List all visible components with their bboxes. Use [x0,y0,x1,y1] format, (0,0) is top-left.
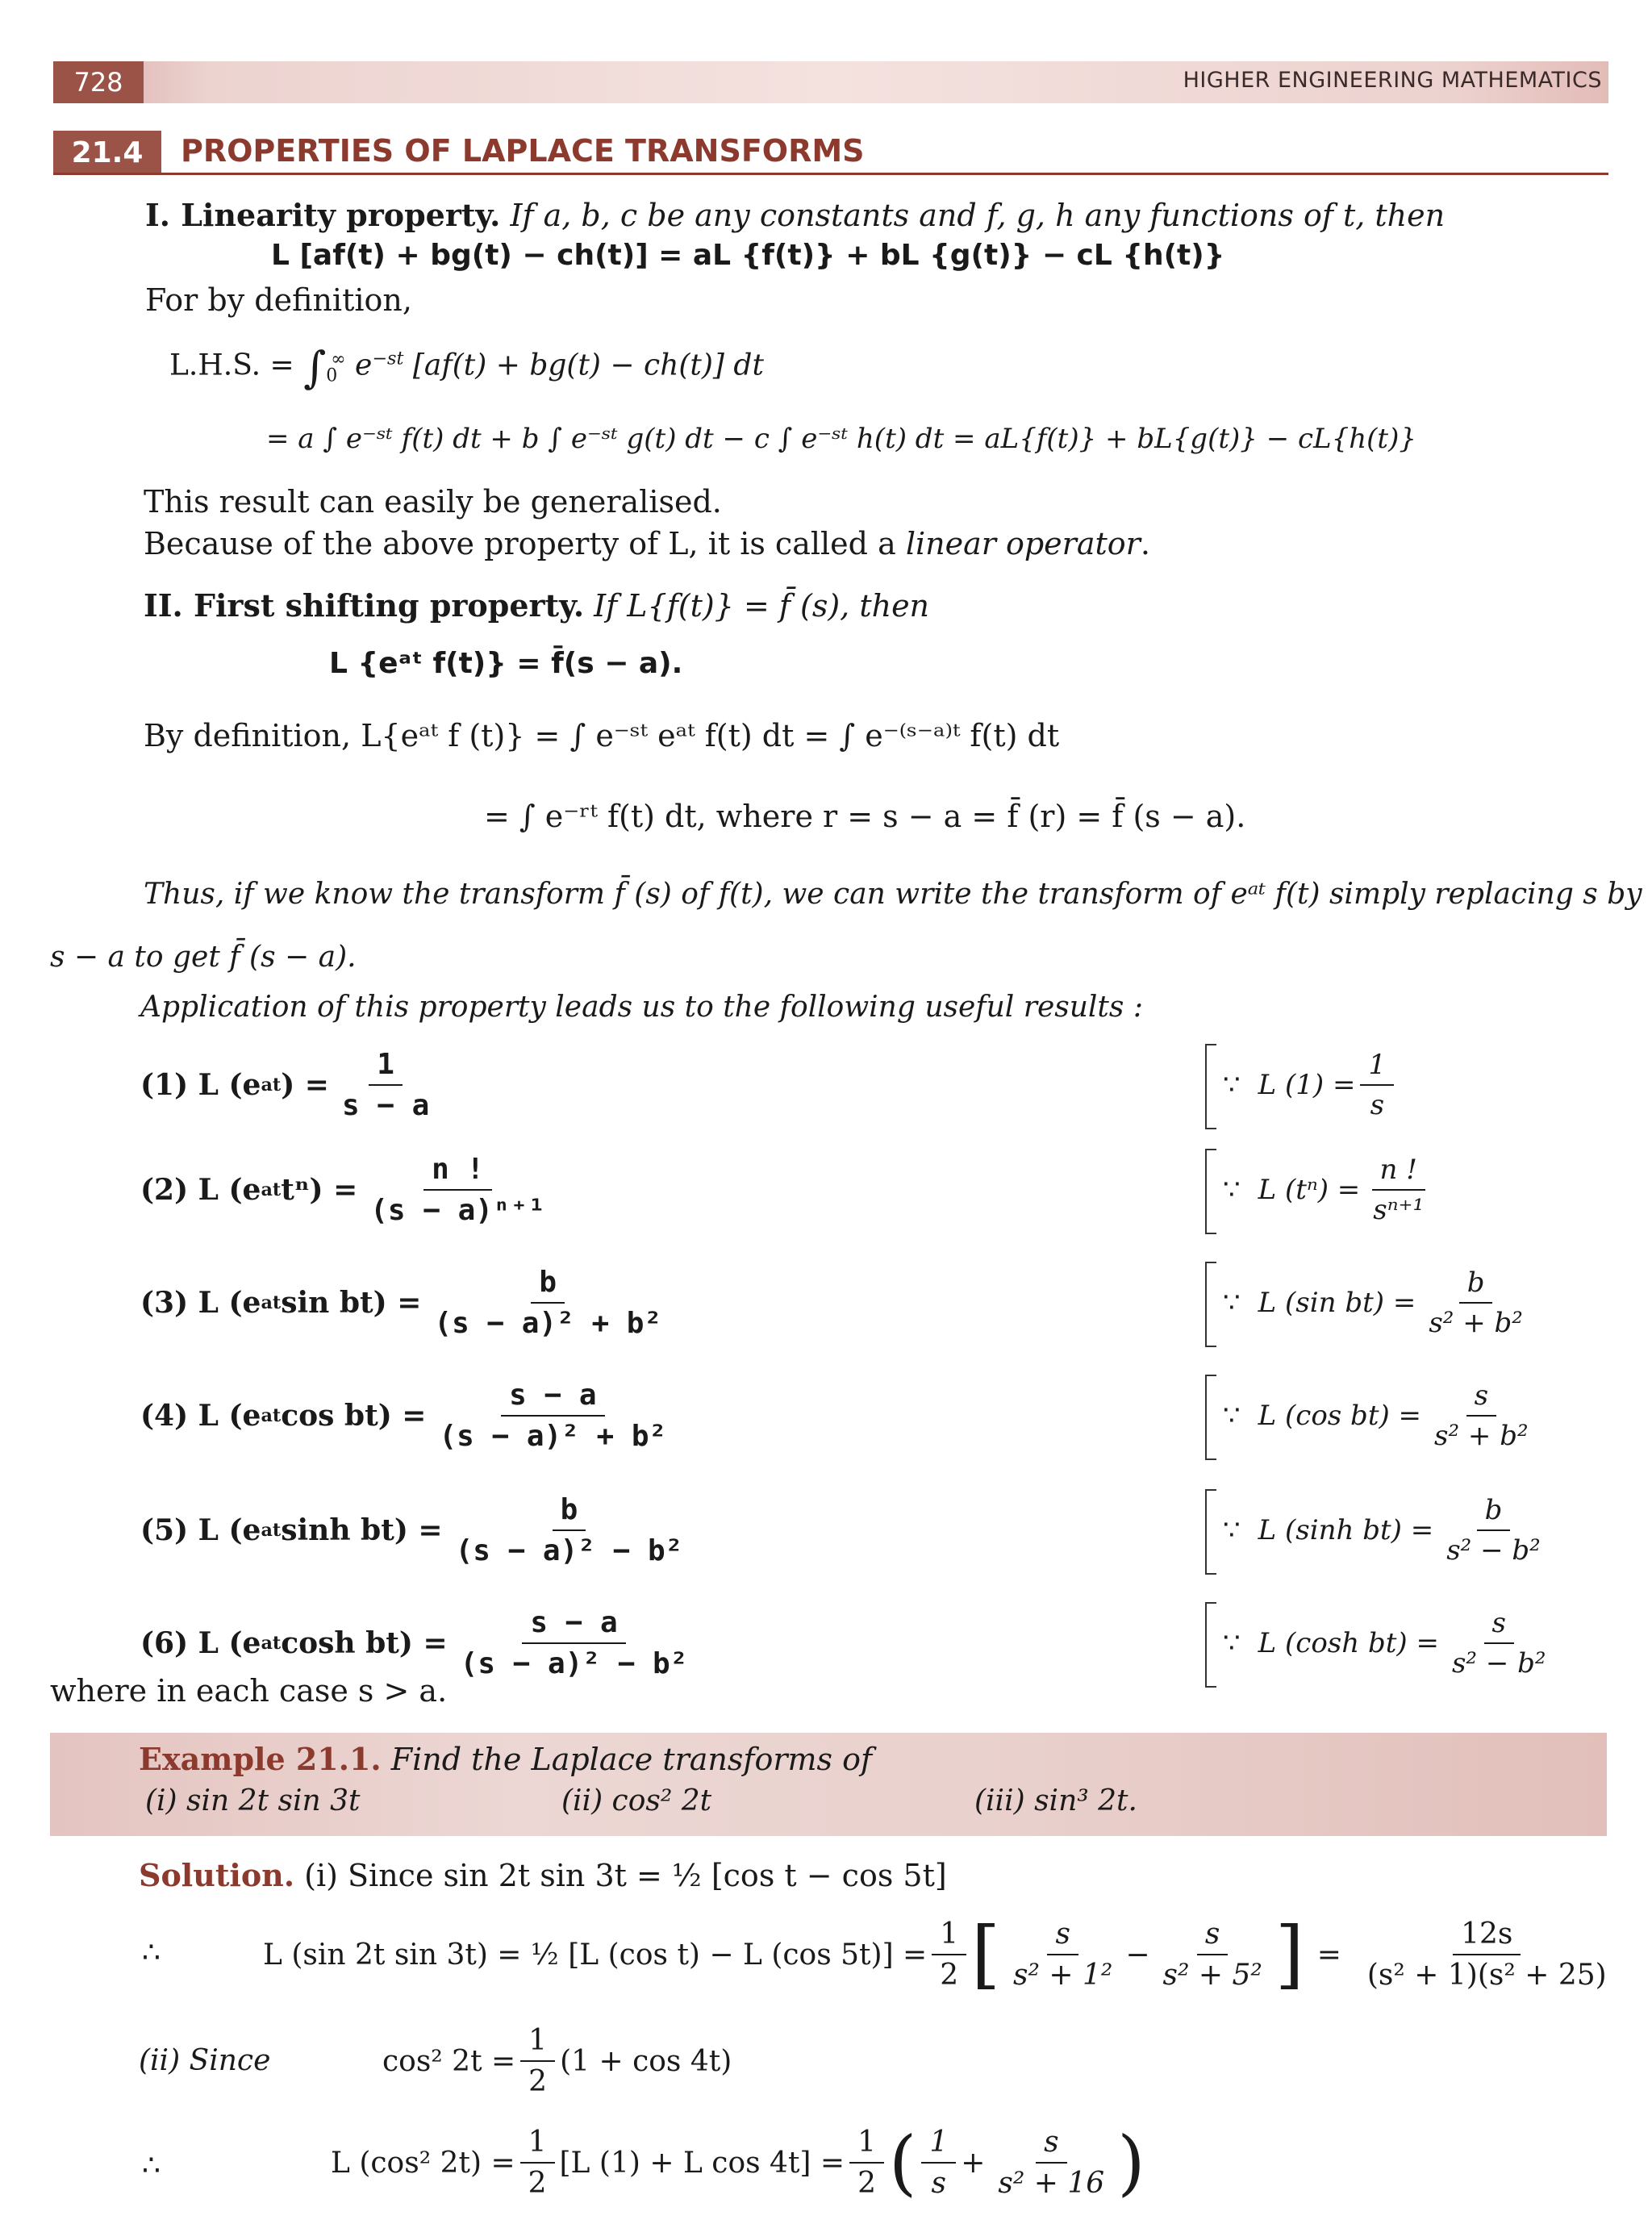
part-ii-num: 1 [520,2024,555,2062]
part-ii-h2: 2 [857,2167,876,2200]
result-num: s − a [522,1606,625,1644]
because-icon: ∵ [1223,1069,1241,1101]
reason-fraction [1420,1266,1531,1339]
page-number: 728 [53,61,144,103]
reason-fraction [1360,1049,1394,1121]
result-reason [1223,1258,1536,1347]
example-item-1: (i) sin 2t sin 3t [145,1784,361,1817]
shifting-paragraph [144,587,929,624]
part-ii-rest: (1 + cos 4t) [560,2044,732,2078]
reason-den: sⁿ⁺¹ [1373,1194,1425,1226]
result-fraction [426,1266,670,1340]
thus-line-2: s − a to get f̄ (s − a). [50,941,357,974]
generalised-line: This result can easily be generalised. [144,484,722,520]
result-label: (3) L (e [140,1286,261,1320]
part-ii-equation-2 [331,2115,1145,2210]
because-icon: ∵ [1223,1287,1241,1319]
reason-den: s [1370,1089,1385,1121]
frac1-den: s² + 1² [1013,1959,1113,1992]
example-heading [139,1741,872,1777]
shifting-intro: If L{f(t)} = f̄ (s), then [594,588,930,624]
solution-label: Solution. [139,1857,295,1893]
because-icon: ∵ [1223,1627,1241,1659]
result-den: (s − a)² − b² [455,1534,683,1567]
frac2-den: s² + 5² [1162,1959,1262,1992]
part-i-lhs: L (sin 2t sin 3t) = ½ [L (cos t) − L (cos 5t)] = [263,1938,928,1972]
result-reason [1223,1486,1554,1575]
frac-b-den: s² + 16 [998,2167,1105,2200]
integral-sign: ∫ [303,342,327,393]
right-bracket: ] [1274,1911,1304,1997]
reason-num: n ! [1372,1154,1425,1191]
because-icon: ∵ [1223,1174,1241,1206]
lhs-integrand: e [355,348,373,382]
result-num: b [553,1493,586,1531]
part-ii-mid: [L (1) + L cos 4t] = [559,2146,845,2180]
application-line: Application of this property leads us to the following useful results : [140,991,1143,1024]
part-ii-frac-b [990,2126,1112,2200]
result-num: n ! [423,1153,492,1191]
result-fraction [453,1606,696,1680]
result-close: tⁿ) = [281,1173,358,1207]
result-row: (6) L (e at cosh bt) = $\frac{s - a}{\text{(s − a)² − b²}}$ [140,1599,700,1688]
where-line: where in each case s > a. [50,1673,448,1709]
reason-lhs: L (cos bt) = [1258,1400,1422,1432]
because-icon: ∵ [1223,1400,1241,1432]
reason-den: s² + b² [1434,1420,1529,1452]
part-i-frac-2 [1155,1917,1270,1992]
part-ii-equation-1 [382,2017,732,2105]
result-bracket [1205,1602,1216,1688]
reason-lhs: L (1) = [1258,1069,1356,1101]
reason-num: s [1484,1607,1514,1644]
example-label: Example 21.1. [139,1741,382,1777]
result-close: ) = [281,1068,329,1102]
reason-num: 1 [1360,1049,1394,1086]
frac-a-den: s [931,2167,947,2200]
reason-lhs: L (cosh bt) = [1258,1627,1439,1659]
reason-den: s² + b² [1429,1307,1523,1339]
for-by-definition: For by definition, [145,282,412,318]
result-bracket [1205,1262,1216,1347]
result-bracket [1205,1375,1216,1460]
result-reason [1223,1371,1541,1460]
result-label: (5) L (e [140,1513,261,1547]
result-close: sinh bt) = [281,1513,443,1547]
rhs-equation: = a ∫ e⁻ˢᵗ f(t) dt + b ∫ e⁻ˢᵗ g(t) dt − c ∫ e⁻ˢᵗ h(t) dt = aL{f(t)} + bL{g(t)} − cL{h(t)} [266,423,1416,455]
result-row: (1) L (e at ) = $\frac{1}{s - a}$ [140,1041,442,1129]
section-number: 21.4 [53,131,161,174]
part-i-frac-1 [1005,1917,1120,1992]
thus-line-1: Thus, if we know the transform f̄ (s) of f(t), we can write the transform of eᵃᵗ f(t) simply replacing s by [144,878,1642,911]
result-close: cosh bt) = [281,1626,448,1660]
equals-sign: = [1316,1938,1341,1972]
result-den: (s − a)² − b² [460,1647,688,1680]
result-row: (5) L (e at sinh bt) = $\frac{b}{\text{(s − a)² − b²}}$ [140,1486,695,1575]
linearity-paragraph [145,197,1445,233]
reason-fraction [1438,1494,1549,1567]
part-ii-half-2 [520,2126,555,2200]
part-ii-since: (ii) Since [139,2044,271,2077]
result-num: 12s [1453,1917,1521,1955]
half-num: 1 [932,1917,966,1955]
part-i-result [1359,1917,1615,1992]
example-item-2: (ii) cos² 2t [561,1784,712,1817]
solution-part-i-intro: (i) Since sin 2t sin 3t = ½ [cos t − cos 5t] [304,1858,947,1893]
plus-sign: + [961,2146,986,2180]
lhs-rest: [af(t) + bg(t) − ch(t)] dt [412,348,764,382]
linear-operator-line [144,526,1150,561]
result-num: 1 [369,1048,403,1086]
reason-num: b [1459,1266,1493,1304]
part-ii-half-3 [849,2126,884,2200]
frac-a-num: 1 [921,2126,956,2164]
result-bracket [1205,1044,1216,1129]
left-bracket: [ [971,1911,1001,1997]
result-den: s − a [341,1089,430,1122]
right-paren: ) [1117,2121,1145,2204]
shifting-heading: II. First shifting property. [144,587,585,624]
result-den: (s² + 1)(s² + 25) [1366,1959,1607,1992]
part-ii-L: L (cos² 2t) = [331,2146,515,2180]
shifting-definition-2: = ∫ e⁻ʳᵗ f(t) dt, where r = s − a = f̄ (r) = f̄ (s − a). [484,799,1246,834]
result-num: b [531,1266,565,1304]
result-bracket [1205,1489,1216,1575]
example-item-3: (iii) sin³ 2t. [974,1784,1137,1817]
therefore-2: ∴ [142,2149,161,2182]
result-fraction [362,1153,553,1227]
lhs-equation: L.H.S. = $\int_0^\infty$ $e^{-st}$ [af(t) + bg(t) − ch(t)] dt [169,342,764,393]
result-label: (6) L (e [140,1626,261,1660]
part-ii-h1: 1 [849,2126,884,2164]
result-reason [1223,1145,1437,1234]
result-label: (2) L (e [140,1173,261,1207]
reason-lhs: L (sinh bt) = [1258,1514,1434,1546]
lhs-label: L.H.S. = [169,348,294,382]
part-i-half [932,1917,966,1992]
minus-sign: − [1125,1938,1150,1972]
result-den: (s − a)ⁿ⁺¹ [370,1194,545,1227]
section-rule [53,173,1608,175]
result-den: (s − a)² + b² [439,1420,667,1453]
result-close: cos bt) = [281,1399,427,1433]
example-prompt: Find the Laplace transforms of [390,1742,873,1777]
part-ii-frac-a [921,2126,956,2200]
reason-den: s² − b² [1451,1647,1546,1680]
result-fraction [448,1493,691,1567]
reason-lhs: L (tⁿ) = [1258,1174,1361,1206]
section-title: PROPERTIES OF LAPLACE TRANSFORMS [181,133,865,169]
solution-part-i-equation [263,1904,1620,2005]
result-label: (4) L (e [140,1399,261,1433]
result-den: (s − a)² + b² [434,1307,662,1340]
frac2-num: s [1197,1917,1228,1955]
reason-fraction [1365,1154,1432,1226]
part-ii-half-2-den: 2 [528,2167,547,2200]
reason-num: s [1466,1379,1496,1417]
half-den: 2 [940,1959,959,1992]
part-ii-den: 2 [528,2065,548,2098]
part-ii-half-2-num: 1 [520,2126,555,2164]
reason-fraction [1426,1379,1537,1452]
because-icon: ∵ [1223,1514,1241,1546]
linear-operator-term: linear operator [905,526,1141,561]
result-row: (3) L (e at sin bt) = $\frac{b}{\text{(s − a)² + b²}}$ [140,1258,674,1347]
result-bracket [1205,1149,1216,1234]
result-close: sin bt) = [281,1286,422,1320]
reason-fraction [1444,1607,1554,1680]
because-pre: Because of the above property of L, it is called a [144,526,906,561]
result-row: (2) L (e at tⁿ) = $\frac{n !}{\text{(s − a)ⁿ⁺¹}}$ [140,1145,558,1234]
result-fraction [334,1048,437,1122]
linearity-heading: I. Linearity property. [145,197,501,233]
reason-lhs: L (sin bt) = [1258,1287,1416,1319]
shifting-formula: L {eᵃᵗ f(t)} = f̄(s − a). [329,647,683,680]
linearity-formula: L [af(t) + bg(t) − ch(t)] = aL {f(t)} + bL {g(t)} − cL {h(t)} [271,239,1225,272]
result-reason [1223,1599,1559,1688]
shifting-definition: By definition, L{eᵃᵗ f (t)} = ∫ e⁻ˢᵗ eᵃᵗ f(t) dt = ∫ e⁻⁽ˢ⁻ᵃ⁾ᵗ f(t) dt [144,718,1060,753]
frac1-num: s [1047,1917,1078,1955]
because-post: . [1140,526,1150,561]
therefore-1: ∴ [142,1936,161,1969]
left-paren: ( [889,2121,917,2204]
result-row: (4) L (e at cos bt) = $\frac{s - a}{\text{(s − a)² + b²}}$ [140,1371,679,1460]
result-fraction [431,1379,674,1453]
result-reason [1223,1041,1399,1129]
running-head: HIGHER ENGINEERING MATHEMATICS [1183,68,1602,93]
solution-intro [139,1857,947,1893]
reason-num: b [1477,1494,1511,1531]
reason-den: s² − b² [1446,1534,1541,1567]
part-ii-half [520,2024,555,2098]
result-label: (1) L (e [140,1068,261,1102]
linearity-intro: If a, b, c be any constants and f, g, h any functions of t, then [510,198,1446,233]
lhs-exponent: −st [372,348,404,369]
part-ii-lhs: cos² 2t = [382,2044,516,2078]
frac-b-num: s [1036,2126,1066,2164]
result-num: s − a [501,1379,604,1417]
